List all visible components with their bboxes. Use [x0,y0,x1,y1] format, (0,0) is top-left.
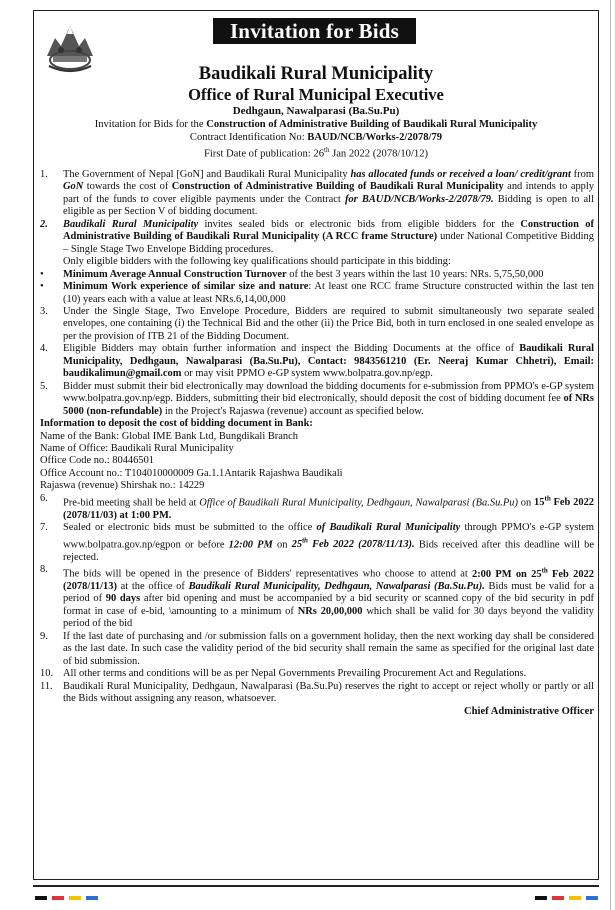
office-name: Office of Rural Municipal Executive [188,85,444,104]
clause-7: 7. Sealed or electronic bids must be submitted to the office of Baudikali Rural Municipality through PPMO's e-GP system www.bolpatra.gov.np/egpon or before 12:00 PM on 25th Feb 2022 (2078/11/13). Bids received after this deadline will be rejected. [40,522,594,563]
color-bar [69,896,81,900]
clause-8: 8. The bids will be opened in the presence of Bidders' representatives who choose to attend at 2:00 PM on 25th Feb 2022 (2078/11/13) at the office of Baudikali Rural Municipality, Dedhgaun, Nawalparasi (Ba.Su.Pu). Bids must be valid for a period of 90 days after bid opening and must be accompanied by a bid security or scanned copy of the bid security in pdf format in case of e-bid, \amounting to a minimum of NRs 20,00,000 which shall be valid for 30 days beyond the validity period of the bid [40,564,594,630]
clause-11: 11. Baudikali Rural Municipality, Dedhgaun, Nawalparasi (Ba.Su.Pu) reserves the right to accept or reject wholly or partly or all the Bids without assigning any reason, whatsoever. [40,680,594,705]
bank-name: Name of the Bank: Global IME Bank Ltd, Bungdikali Branch [40,430,298,442]
qualification-intro: Only eligible bidders with the following key qualifications should participate in this bidding: [63,256,451,268]
clause-4: 4. Eligible Bidders may obtain further information and inspect the Bidding Documents at the office of Baudikali Rural Municipality, Dedhgaun, Nawalparasi (Ba.Su.Pu), Contact: 9843561210 (Er. Neeraj Kumar Chhetri), Email: baudikalimun@gmail.com or may visit PPMO e-GP system www.bolpatra.gov.np/egp. [40,343,595,380]
bank-heading: Information to deposit the cost of bidding document in Bank: [40,418,313,430]
bank-info [40,418,594,493]
notice-body [40,169,594,719]
color-bar [552,896,564,900]
clause-1: 1. The Government of Nepal [GoN] and Baudikali Rural Municipality has allocated funds or received a loan/ credit/grant from GoN towards the cost of Construction of Administrative Building of Baudikali Rural Municipality and intends to apply part of the funds to cover eligible payments under the Contract for BAUD/NCB/Works-2/2078/79. Bidding is open to all eligible as per Section V of bidding document. [40,169,595,218]
color-bar [35,896,47,900]
color-bar [535,896,547,900]
clause-9: 9. If the last date of purchasing and /or submission falls on a government holiday, then the next working day shall be considered as the last date. In such case the validity period of the bid security shall remain the same as specified for the original last date of bid submission. [40,630,594,667]
clause-10: 10. All other terms and conditions will be as per Nepal Governments Prevailing Procurement Act and Regulations. [40,668,527,680]
qualification-turnover: • Minimum Average Annual Construction Turnover of the best 3 years within the last 10 years: NRs. 5,75,50,000 [40,268,544,280]
page-edge-line [610,0,611,910]
signature: Chief Administrative Officer [463,706,594,718]
clause-6: 6. Pre-bid meeting shall be held at Office of Baudikali Rural Municipality, Dedhgaun, Nawalparasi (Ba.Su.Pu) on 15th Feb 2022 (2078/11/03) at 1:00 PM. [40,492,595,521]
clause-2: 2. Baudikali Rural Municipality invites sealed bids or electronic bids from eligible bidders for the Construction of Administrative Building of Baudikali Rural Municipality (A RCC frame Structure) under National Competitive Bidding – Single Stage Two Envelope Bidding procedures. [40,218,594,255]
bottom-rule [33,885,599,887]
bank-account-no: Office Account no.: T104010000009 Ga.1.1Antarik Rajashwa Baudikali [40,467,343,479]
bank-office-code: Office Code no.: 80446501 [40,455,155,467]
color-bar [586,896,598,900]
clause-3: 3. Under the Single Stage, Two Envelope Procedure, Bidders are required to submit simultaneously two separate sealed envelopes, one containing (i) the Technical Bid and the other (ii) the Price Bid, both in turn enclosed in one sealed envelope as per the provision of ITB 21 of the Bidding Document. [40,305,594,342]
bank-office-name: Name of Office: Baudikali Rural Municipality [40,442,234,454]
notice-title: Invitation for Bids [213,18,416,44]
color-bar [86,896,98,900]
qualification-experience: • Minimum Work experience of similar size and nature: At least one RCC frame Structure constructed within the last ten (10) years each with a value at least NRs.6,14,00,000 [40,281,594,305]
ifb-line: Invitation for Bids for the Construction of Administrative Building of Baudikali Rural Municipality [94,119,538,130]
bank-revenue-code: Rajaswa (revenue) Shirshak no.: 14229 [40,480,205,492]
clause-5: 5. Bidder must submit their bid electronically may download the bidding documents for e-submission from PPMO's e-GP system www.bolpatra.gov.np/egp. Bidders, submitting their bid electronically, should deposit the cost of bidding document fee of NRs 5000 (non-refundable) in the Project's Rajaswa (revenue) account as specified below. [40,380,594,417]
address: Dedhgaun, Nawalparasi (Ba.Su.Pu) [232,105,400,117]
publication-date: First Date of publication: 26th Jan 2022 (2078/10/12) [203,146,429,160]
contract-line: Contract Identification No: BAUD/NCB/Works-2/2078/79 [189,132,443,143]
org-name: Baudikali Rural Municipality [198,64,434,84]
color-bar [569,896,581,900]
notice-header [40,64,592,161]
color-bar [52,896,64,900]
